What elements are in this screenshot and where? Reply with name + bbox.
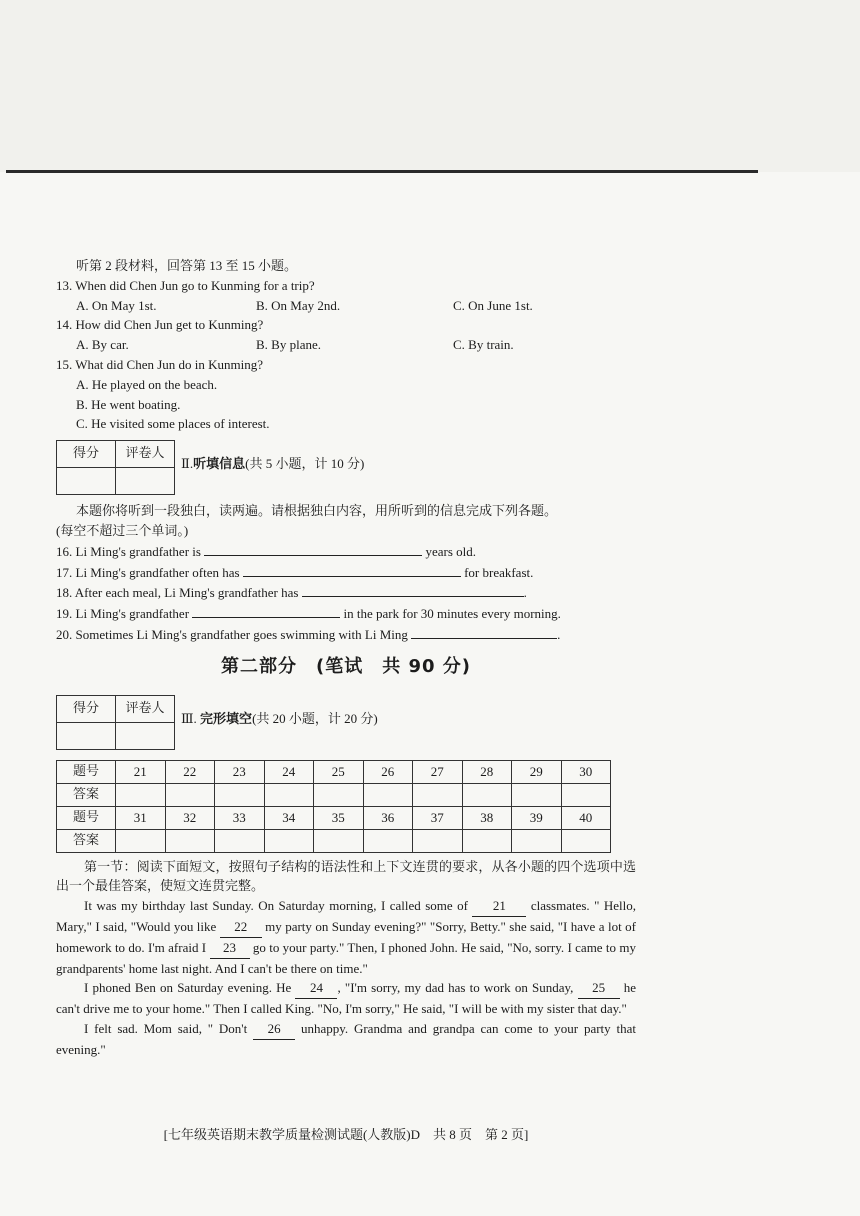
passage-text: my party on Sunday evening?" "Sorry, Betty." she said, "I have a lot of homework to do. I'm afraid I	[56, 918, 636, 955]
passage-text: he can't drive me to your home." Then I called King. "No, I'm sorry," He said, "I will be with my sister that day."	[56, 980, 636, 1017]
grid-row-numbers-1	[57, 760, 611, 783]
question-number: 34	[264, 806, 314, 829]
listening-intro: 听第 2 段材料，回答第 13 至 15 小题。	[76, 258, 298, 273]
page-footer: [七年级英语期末教学质量检测试题(人教版)D 共 8 页 第 2 页]	[163, 1127, 529, 1142]
option-b: B. On May 2nd.	[256, 297, 341, 313]
answer-cell[interactable]	[561, 829, 611, 852]
grid-row-answers-1	[57, 783, 611, 806]
section-2-instructions: 本题你将听到一段独白，读两遍。请根据独白内容，用所听到的信息完成下列各题。	[76, 503, 558, 519]
question-number: 39	[512, 806, 562, 829]
answer-blank[interactable]	[243, 562, 461, 577]
score-label: 得分	[57, 695, 116, 722]
fill-prompt: 16. Li Ming's grandfather is	[56, 543, 201, 559]
passage-text: I felt sad. Mom said, " Don't	[84, 1020, 254, 1036]
question-number: 36	[363, 806, 413, 829]
score-box	[56, 440, 175, 495]
fill-item-18	[56, 582, 636, 603]
question-number: 23	[215, 760, 265, 783]
fill-item-19	[56, 603, 636, 624]
answer-cell[interactable]	[264, 829, 314, 852]
section-numeral: Ⅱ.	[181, 456, 194, 472]
passage-text: classmates. " Hello, Mary," I said, "Would you like	[56, 898, 636, 934]
section-2-note: (每空不超过三个单词。)	[56, 522, 189, 538]
grader-label: 评卷人	[116, 441, 175, 468]
answer-cell[interactable]	[413, 829, 463, 852]
section-note: (共 5 小题，计 10 分)	[245, 456, 365, 472]
answer-blank[interactable]	[204, 541, 422, 556]
cloze-blank-25[interactable]: 25	[578, 978, 620, 999]
fill-item-16	[56, 541, 636, 562]
fill-suffix: for breakfast.	[464, 564, 534, 580]
question-number: 21	[116, 760, 166, 783]
question-number: 33	[215, 806, 265, 829]
section-numeral: Ⅲ.	[181, 710, 197, 726]
section-2-title	[181, 454, 364, 475]
question-number: 38	[462, 806, 512, 829]
score-box	[56, 695, 175, 750]
option-c: C. By train.	[453, 337, 514, 353]
exam-content	[56, 256, 636, 1060]
grader-label: 评卷人	[116, 695, 175, 722]
fill-prompt: 19. Li Ming's grandfather	[56, 606, 190, 622]
option-a: A. On May 1st.	[76, 297, 157, 313]
section-note: (共 20 小题，计 20 分)	[252, 710, 378, 726]
question-stem: 13. When did Chen Jun go to Kunming for a trip?	[56, 277, 315, 293]
passage-text: unhappy. Grandma and grandpa can come to your party that evening."	[56, 1020, 636, 1057]
passage-text: , "I'm sorry, my dad has to work on Sunday,	[337, 980, 578, 996]
score-cell[interactable]	[57, 468, 116, 495]
option-a: A. By car.	[76, 337, 129, 353]
cloze-blank-21[interactable]: 21	[472, 896, 526, 917]
answer-blank[interactable]	[302, 582, 524, 597]
passage-paragraph-2	[56, 978, 636, 1019]
question-number: 24	[264, 760, 314, 783]
cloze-blank-24[interactable]: 24	[295, 978, 337, 999]
row-label-question: 题号	[57, 760, 116, 783]
section-3-title	[181, 709, 378, 730]
score-label: 得分	[57, 441, 116, 468]
cloze-blank-23[interactable]: 23	[210, 938, 250, 959]
fill-item-17	[56, 562, 636, 583]
cloze-blank-22[interactable]: 22	[220, 917, 262, 938]
answer-blank[interactable]	[192, 603, 340, 618]
section-name: 听填信息	[193, 457, 246, 473]
part-2-title: 第二部分 (笔试 共 90 分)	[220, 655, 472, 677]
question-14	[56, 315, 636, 355]
answer-cell[interactable]	[165, 783, 215, 806]
fill-prompt: 17. Li Ming's grandfather often has	[56, 564, 240, 580]
fill-suffix: in the park for 30 minutes every morning.	[343, 606, 561, 622]
grader-cell[interactable]	[116, 468, 175, 495]
question-stem: 14. How did Chen Jun get to Kunming?	[56, 317, 264, 333]
answer-cell[interactable]	[116, 829, 166, 852]
fill-suffix: .	[557, 626, 561, 642]
answer-cell[interactable]	[363, 829, 413, 852]
blank-top-area	[0, 0, 860, 172]
row-label-answer: 答案	[57, 829, 116, 852]
question-number: 32	[165, 806, 215, 829]
section-name: 完形填空	[200, 711, 253, 727]
question-number: 26	[363, 760, 413, 783]
answer-cell[interactable]	[462, 783, 512, 806]
answer-cell[interactable]	[314, 829, 364, 852]
question-number: 22	[165, 760, 215, 783]
option-a: A. He played on the beach.	[76, 376, 218, 392]
question-15	[56, 355, 636, 434]
answer-cell[interactable]	[363, 783, 413, 806]
question-number: 29	[512, 760, 562, 783]
grader-cell[interactable]	[116, 722, 175, 749]
passage-text: go to your party." Then, I phoned John. He said, "No, sorry. I came to my grandparents' home last night. And I can't be there on time."	[56, 939, 637, 976]
score-cell[interactable]	[57, 722, 116, 749]
answer-cell[interactable]	[215, 783, 265, 806]
grid-row-answers-2	[57, 829, 611, 852]
answer-blank[interactable]	[411, 624, 557, 639]
passage-text: I phoned Ben on Saturday evening. He	[84, 980, 296, 996]
question-number: 25	[314, 760, 364, 783]
section-3-header	[56, 689, 636, 750]
option-c: C. He visited some places of interest.	[76, 416, 270, 432]
option-b: B. He went boating.	[76, 396, 181, 412]
answer-cell[interactable]	[215, 829, 265, 852]
answer-cell[interactable]	[561, 783, 611, 806]
grid-row-numbers-2	[57, 806, 611, 829]
question-stem: 15. What did Chen Jun do in Kunming?	[56, 356, 264, 372]
option-b: B. By plane.	[256, 337, 321, 353]
answer-cell[interactable]	[264, 783, 314, 806]
fill-suffix: .	[523, 585, 527, 601]
fill-item-20	[56, 624, 636, 645]
cloze-blank-26[interactable]: 26	[253, 1019, 295, 1040]
answer-cell[interactable]	[116, 783, 166, 806]
question-13	[56, 276, 636, 316]
question-number: 31	[116, 806, 166, 829]
answer-cell[interactable]	[165, 829, 215, 852]
question-number: 37	[413, 806, 463, 829]
section-3-instructions: 第一节：阅读下面短文，按照句子结构的语法性和上下文连贯的要求，从各小题的四个选项中选出一个最佳答案，使短文连贯完整。	[56, 858, 636, 894]
fill-prompt: 20. Sometimes Li Ming's grandfather goes swimming with Li Ming	[56, 626, 408, 642]
answer-cell[interactable]	[314, 783, 364, 806]
row-label-answer: 答案	[57, 783, 116, 806]
answer-cell[interactable]	[512, 829, 562, 852]
answer-cell[interactable]	[512, 783, 562, 806]
row-label-question: 题号	[57, 806, 116, 829]
question-number: 35	[314, 806, 364, 829]
question-number: 30	[561, 760, 611, 783]
passage-paragraph-1	[56, 896, 636, 978]
section-2-header	[56, 434, 636, 495]
answer-cell[interactable]	[413, 783, 463, 806]
passage-paragraph-3	[56, 1019, 636, 1060]
fill-prompt: 18. After each meal, Li Ming's grandfather has	[56, 585, 299, 601]
question-number: 27	[413, 760, 463, 783]
passage-text: It was my birthday last Sunday. On Saturday morning, I called some of	[84, 898, 473, 914]
answer-cell[interactable]	[462, 829, 512, 852]
page-top-rule	[6, 170, 758, 173]
option-c: C. On June 1st.	[453, 297, 533, 313]
question-number: 40	[561, 806, 611, 829]
question-number: 28	[462, 760, 512, 783]
fill-suffix: years old.	[425, 543, 477, 559]
answer-grid	[56, 760, 611, 853]
